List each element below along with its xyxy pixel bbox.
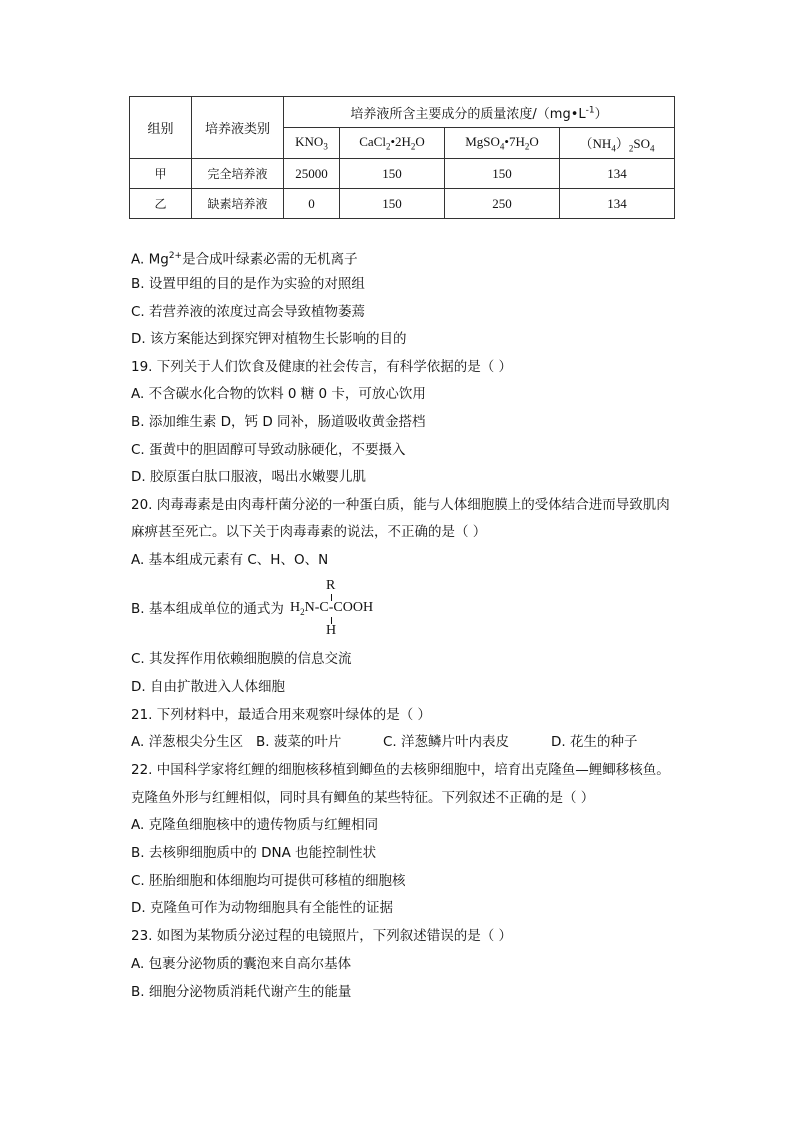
- header-group: 组别: [130, 97, 192, 159]
- header-cacl2: $CaCl_2•2H_2O$: [340, 128, 445, 159]
- q21-option-b: B. 菠菜的叶片: [256, 734, 342, 750]
- cell-kno3: 25000: [284, 159, 340, 189]
- cell-mgso4: 150: [445, 159, 560, 189]
- amino-acid-formula: R $H_2N-C$-COOH H: [290, 578, 374, 638]
- cell-nh4so4: 134: [560, 159, 675, 189]
- header-kno3: $KNO_3$: [284, 128, 340, 159]
- document-page: 组别 培养液类别 培养液所含主要成分的质量浓度$/(mg•L^{-1})$ $KNO_3$ $CaCl_2•2H_2O$ $MgSO_4•7H_2O$ $(NH_4)_2SO_4$ 甲 完全培养液 25000 150 150 134 乙 缺素培养液 0 150 250 134 A. $Mg^{2+}$是合成叶绿素必需的无机离子 B. 设置甲组的目的是作为实验的对照组 C. 若营养液的浓度过高会导致植物萎蔫 D. 该方案能达到探究钾对植物生长影响的目的 19. 下列关于人们饮食及健康的社会传言，有科学依据的是（ ） A. 不含碳水化合物的饮料 0 糖 0 卡，可放心饮用 B. 添加维生素 D，钙 D 同补，肠道吸收黄金搭档 C. 蛋黄中的胆固醇可导致动脉硬化，不要摄入 D. 胶原蛋白肽口服液，喝出水嫩婴儿肌 20. 肉毒毒素是由肉毒杆菌分泌的一种蛋白质，能与人体细胞膜上的受体结合进而导致肌肉 麻痹甚至死亡。以下关于肉毒毒素的说法，不正确的是（ ） A. 基本组成元素有 C、H、O、N B. 基本组成单位的通式为 R $H_2N-C$-COOH H C. 其发挥作用依赖细胞膜的信息交流 D. 自由扩散进入人体细胞 21. 下列材料中，最适合用来观察叶绿体的是（ ） A. 洋葱根尖分生区 B. 菠菜的叶片 C. 洋葱鳞片叶内表皮 D. 花生的种子 22. 中国科学家将红鲤的细胞核移植到鲫鱼的去核卵细胞中，培育出克隆鱼—鲤鲫移核鱼。 克隆鱼外形与红鲤相似，同时具有鲫鱼的某些特征。下列叙述不正确的是（ ） A. 克隆鱼细胞核中的遗传物质与红鲤相同 B. 去核卵细胞质中的 DNA 也能控制性状 C. 胚胎细胞和体细胞均可提供可移植的细胞核 D. 克隆鱼可作为动物细胞具有全能性的证据 23. 如图为某物质分泌过程的电镜照片，下列叙述错误的是（ ） A. 包裹分泌物质的囊泡来自高尔基体 B. 细胞分泌物质消耗代谢产生的能量: [0, 0, 794, 1123]
- cell-group: 甲: [130, 159, 192, 189]
- cell-group: 乙: [130, 189, 192, 219]
- cell-type: 完全培养液: [192, 159, 284, 189]
- table-header-row: [130, 97, 675, 128]
- cell-nh4so4: 134: [560, 189, 675, 219]
- header-mgso4: $MgSO_4•7H_2O$: [445, 128, 560, 159]
- cell-type: 缺素培养液: [192, 189, 284, 219]
- culture-solution-table: [129, 96, 675, 219]
- header-concentration: 培养液所含主要成分的质量浓度$/(mg•L^{-1})$: [284, 97, 675, 128]
- q21-option-c: C. 洋葱鳞片叶内表皮: [383, 734, 510, 750]
- table-row: [130, 189, 675, 219]
- table-row: [130, 159, 675, 189]
- cell-cacl2: 150: [340, 159, 445, 189]
- cell-mgso4: 250: [445, 189, 560, 219]
- cell-cacl2: 150: [340, 189, 445, 219]
- cell-kno3: 0: [284, 189, 340, 219]
- q21-option-d: D. 花生的种子: [551, 734, 638, 750]
- header-type: 培养液类别: [192, 97, 284, 159]
- header-nh4so4: $(NH_4)_2SO_4$: [560, 128, 675, 159]
- q21-option-a: A. 洋葱根尖分生区: [131, 734, 244, 750]
